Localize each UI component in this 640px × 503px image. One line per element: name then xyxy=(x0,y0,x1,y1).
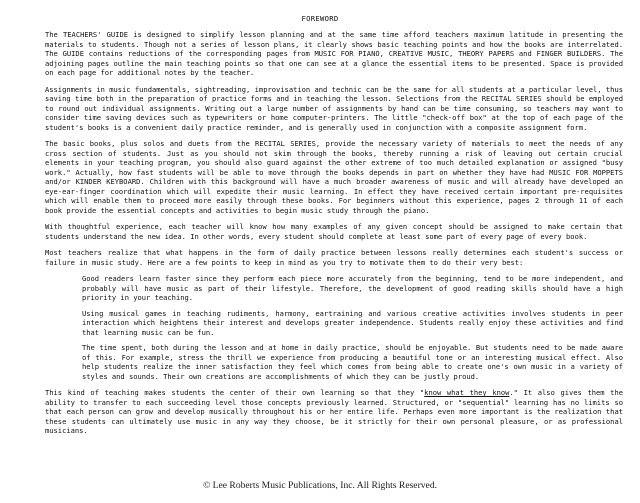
list-item-good-readers: Good readers learn faster since they perform each piece more accurately from the beginning, tend to be more independent, and probably will have music as part of their lifestyle. Therefore, the development of good reading skills should have a high priority in your teaching. xyxy=(82,274,623,302)
paragraph-daily-practice: Most teachers realize that what happens in the form of daily practice between lessons really determines each student's success or failure in music study. Here are a few points to keep in mind as you try to motivate them to do their very best: xyxy=(45,248,623,267)
paragraph-basic-books: The basic books, plus solos and duets from the RECITAL SERIES, provide the necessary variety of materials to meet the needs of any cross section of students. Just as you should not skim through the books, thereby running a risk of leaving out certain crucial elements in your teaching program, you should also guard against the other extreme of too much detailed explanation or assigned "busy work." Actually, how fast students will be able to move through the books depends in part on whether they have had MUSIC FOR MOPPETS and/or KINDER KEYBOARD. Children with this background will have a much broader awareness of music and will already have developed an eye-ear-finger coordination which will expedite their music learning. In effect they have received certain important pre-requisites which will enable them to proceed more easily through these books. For beginners without this experience, pages 2 through 11 of each book provide the essential concepts and activities to begin music study through the piano. xyxy=(45,139,623,215)
copyright-footer: © Lee Roberts Music Publications, Inc. All Rights Reserved. xyxy=(202,480,438,491)
body-text xyxy=(45,30,623,443)
paragraph-thoughtful-experience: With thoughtful experience, each teacher will know how many examples of any given concept should be assigned to make certain that students understand the new idea. In other words, every student should complete at least some part of every page of every book. xyxy=(45,222,623,241)
paragraph-assignments: Assignments in music fundamentals, sightreading, improvisation and technic can be the same for all students at a particular level, thus saving time both in the preparation of practice forms and in teaching the lesson. Selections from the RECITAL SERIES should be employed to round out individual assignments. Writing out a large number of assignments by hand can be time consuming, so teachers may want to consider time saving devices such as typewriters or home computer-printers. The little "check-off box" at the top of each page of the student's books is a convenient daily practice reminder, and is generally used in conjunction with a composite assignment form. xyxy=(45,84,623,132)
list-item-time-spent: The time spent, both during the lesson and at home in daily practice, should be enjoyable. But students need to be made aware of this. For example, stress the thrill we experience from producing a beautiful tone or an interesting musical effect. Also help students realize the inner satisfaction they feel which comes from being able to create one's own music in a variety of styles and sounds. Their own creations are accomplishments of which they can be justly proud. xyxy=(82,343,623,381)
page-title: FOREWORD xyxy=(301,14,339,23)
closing-text-end: ." It also gives them the ability to transfer to each succeeding level those concepts previously learned. Structured, or "sequential" learning has no limits so that each person can grow and develop musically throughout his or her entire life. Perhaps even more important is the realization that these students can ultimately use music in any way they choose, be it strictly for their own personal pleasure, or as professional musicians. xyxy=(45,388,623,435)
closing-text-start: This kind of teaching makes students the center of their own learning so that they " xyxy=(45,388,425,397)
paragraph-closing xyxy=(45,388,623,436)
motivation-points-list xyxy=(45,274,623,381)
paragraph-teachers-guide: The TEACHERS' GUIDE is designed to simplify lesson planning and at the same time afford teachers maximum latitude in presenting the materials to students. Though not a series of lesson plans, it clearly shows basic teaching points and how the books are interrelated. The GUIDE contains reductions of the corresponding pages from MUSIC FOR PIANO, CREATIVE MUSIC, THEORY PAPERS and FINGER BUILDERS. The adjoining pages outline the main teaching points so that one can see at a glance the essential items to be presented. Space is provided on each page for additional notes by the teacher. xyxy=(45,30,623,77)
list-item-musical-games: Using musical games in teaching rudiments, harmony, eartraining and various creative activities involves students in peer interaction which heightens their interest and develops greater independence. Students really enjoy these activities and find that learning music can be fun. xyxy=(82,308,623,337)
closing-underlined-phrase: know what they know xyxy=(424,388,510,397)
